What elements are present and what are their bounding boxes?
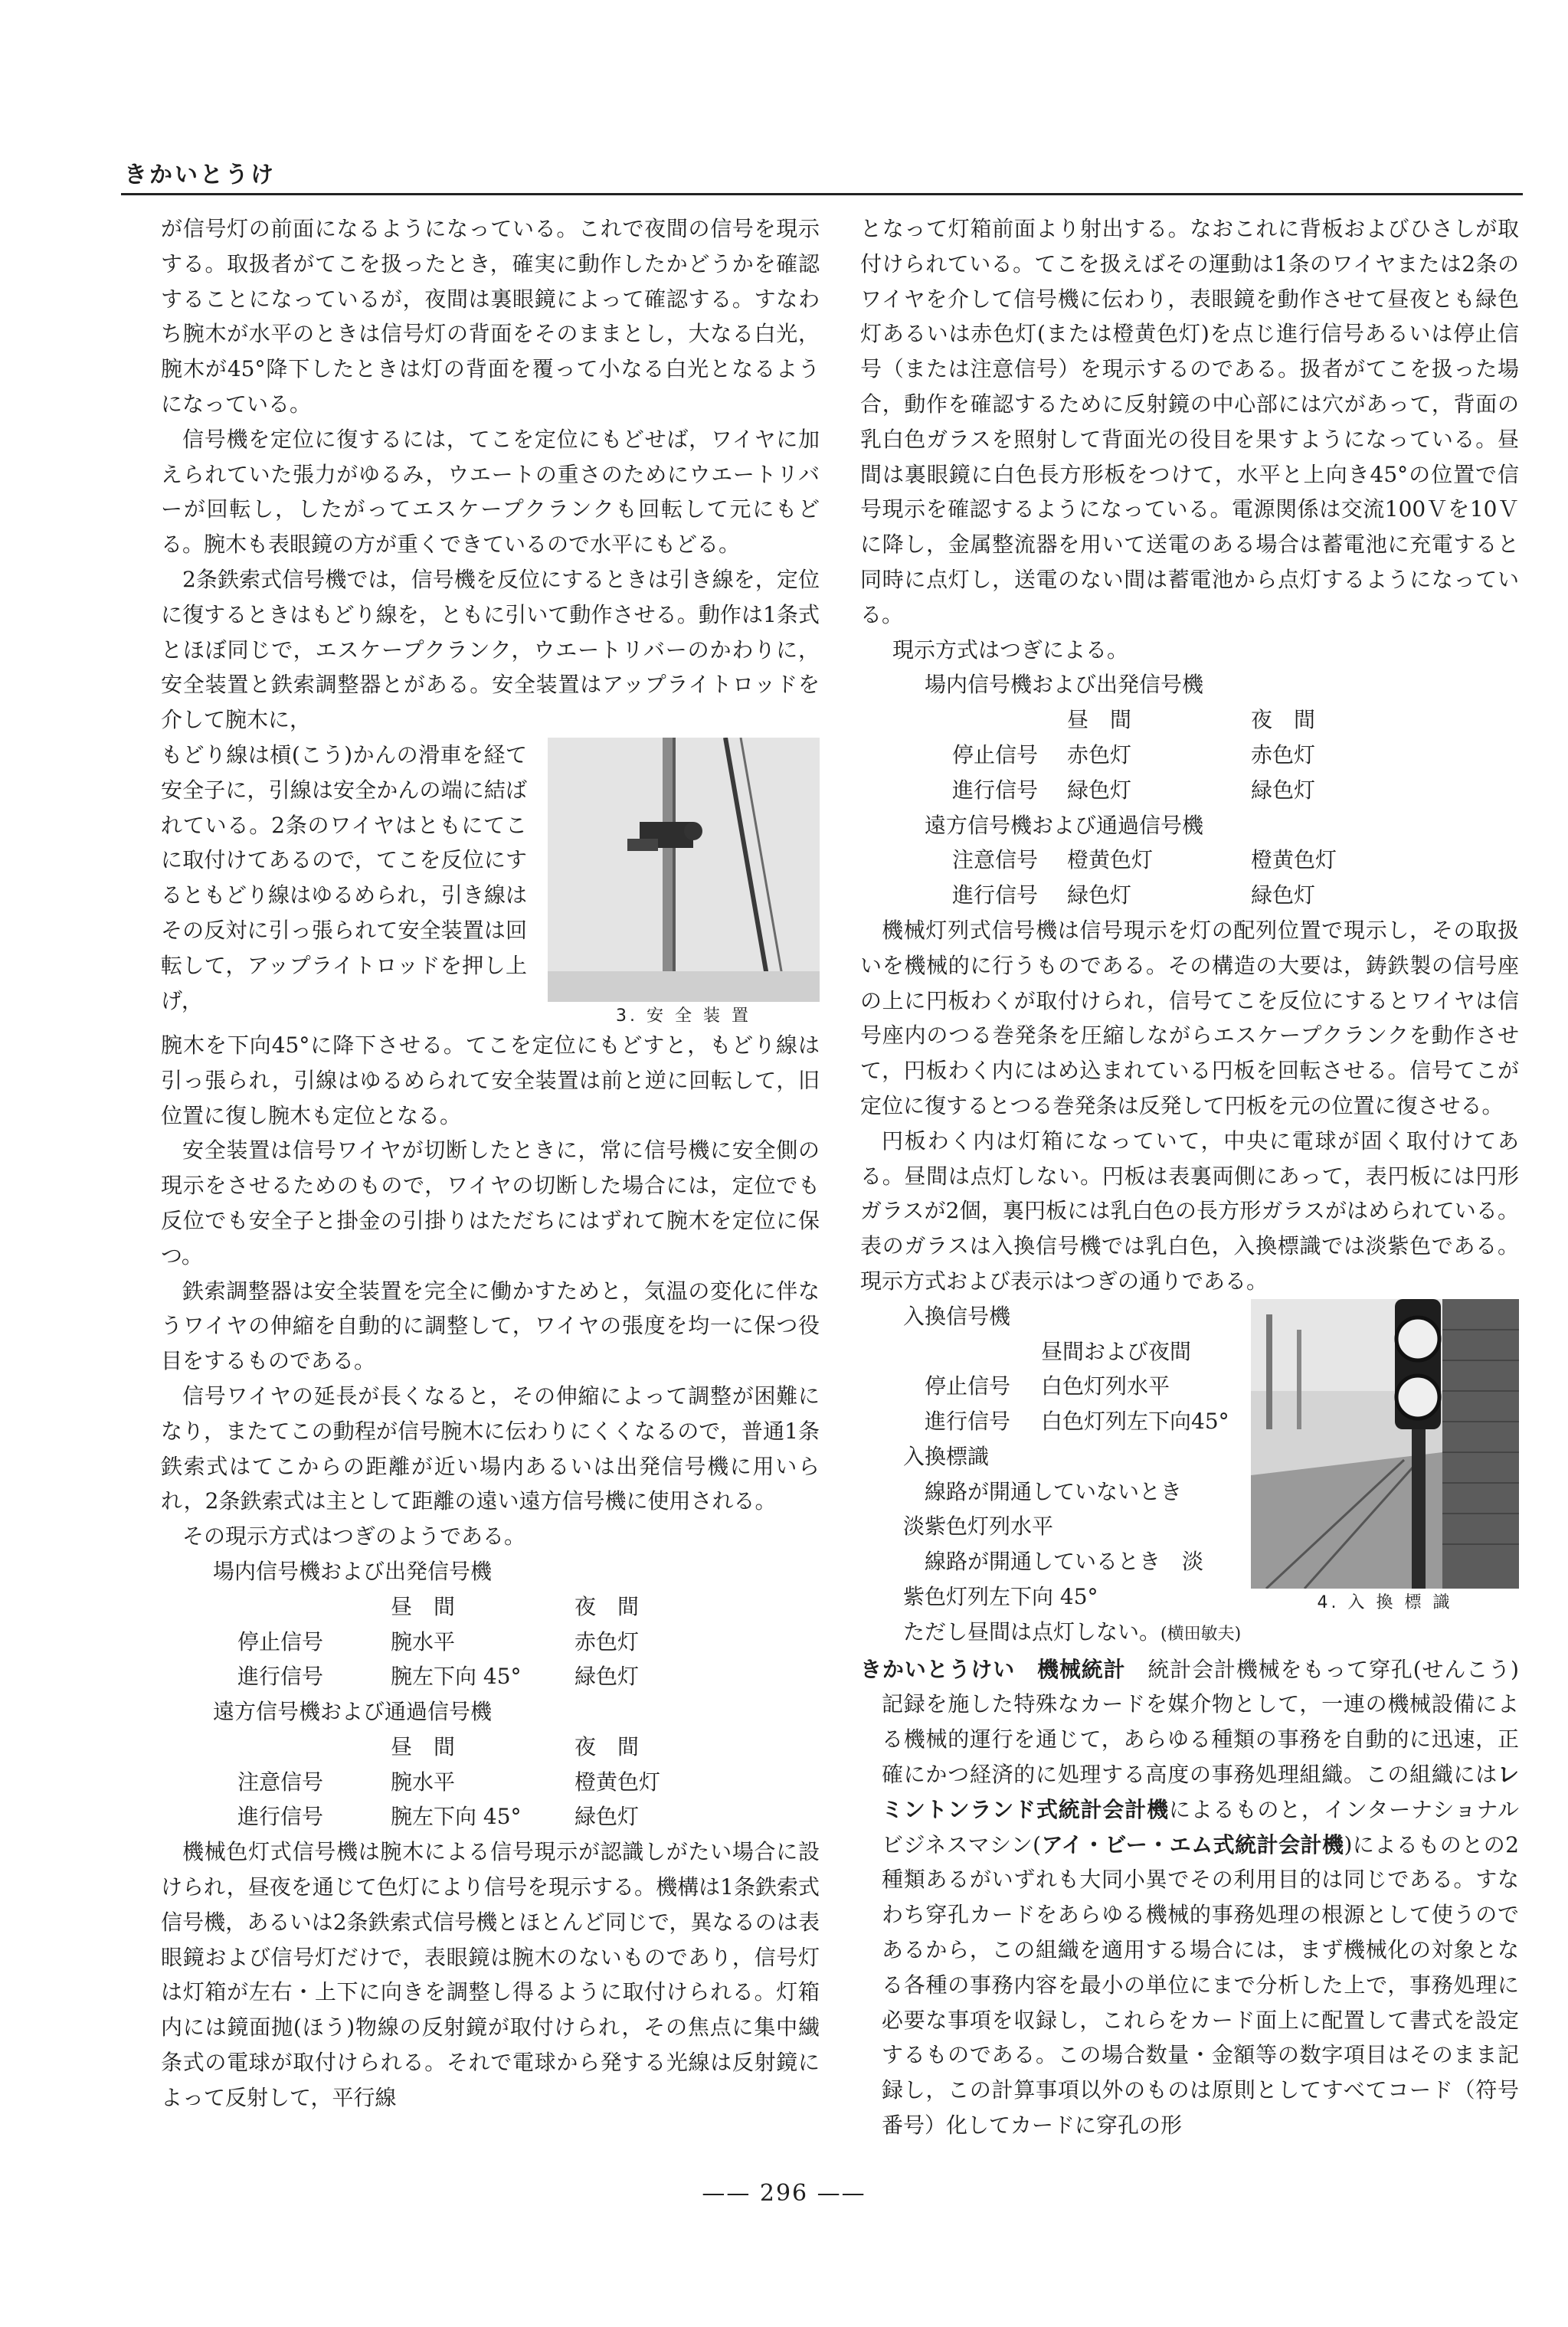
table-cell: 赤色灯 bbox=[1067, 741, 1132, 767]
figure-3-caption: 3. 安 全 装 置 bbox=[616, 1006, 751, 1026]
shunt-marker-value: 紫色灯列左下向 45° bbox=[903, 1584, 1098, 1610]
table-row-label: 注意信号 bbox=[237, 1769, 324, 1795]
table-row-label: 注意信号 bbox=[952, 847, 1039, 873]
shunt-row-label: 停止信号 bbox=[925, 1373, 1011, 1399]
shunt-row-value: 白色灯列左下向45° bbox=[1041, 1409, 1229, 1435]
table-col-night: 夜 間 bbox=[574, 1733, 640, 1759]
paragraph bbox=[860, 1615, 1519, 1652]
paragraph: となって灯箱前面より射出する。なおこれに背板およびひさしが取付けられている。てこを扱えばその運動は1条のワイヤまたは2条のワイヤを介して信号機に伝わり，表眼鏡を動作させて昼夜とも緑色灯あるいは赤色灯(または橙黄色灯)を点じ進行信号あるいは停止信号（または注意信号）を現示するのである。扱者がてこを扱った場合，動作を確認するために反射鏡の中心部には穴があって，背面の乳白色ガラスを照射して背面光の役目を果すようになっている。昼間は裏眼鏡に白色長方形板をつけて，水平と上向き45°の位置で信号現示を確認するようになっている。電源関係は交流100Ｖを10Ｖに降し，金属整流器を用いて送電のある場合は蓄電池に充電すると同時に点灯し，送電のない間は蓄電池から点灯するようになっている。 bbox=[860, 216, 1519, 627]
table-col-night: 夜 間 bbox=[574, 1593, 640, 1619]
table-cell: 緑色灯 bbox=[1067, 777, 1132, 803]
paragraph: 安全装置は信号ワイヤが切断したときに，常に信号機に安全側の現示をさせるためのもので，ワイヤの切断した場合には，定位でも反位でも安全子と掛金の引掛りはただちにはずれて腕木を定位に保つ。 bbox=[161, 1137, 820, 1268]
table-group-heading: 遠方信号機および通過信号機 bbox=[925, 812, 1204, 838]
table-cell: 腕水平 bbox=[391, 1628, 456, 1654]
figure-3 bbox=[548, 738, 820, 1028]
paragraph: 現示方式はつぎによる。 bbox=[892, 637, 1129, 663]
left-column bbox=[161, 211, 820, 2116]
table-cell: 緑色灯 bbox=[574, 1804, 640, 1830]
shunt-row-value: 白色灯列水平 bbox=[1041, 1373, 1170, 1399]
figure-3-wrap bbox=[161, 738, 820, 1028]
shunt-col-heading: 昼間および夜間 bbox=[1041, 1338, 1192, 1364]
paragraph: もどり線は槓(こう)かんの滑車を経て安全子に，引線は安全かんの端に結ばれている。2条のワイヤはともにてこに取付けてあるので，てこを反位にするともどり線はゆるめられ，引き線はその反対に引っ張られて安全装置は回転して，アップライトロッドを押し上げ， bbox=[161, 741, 527, 1013]
entry-bold-term: アイ・ビー・エム式統計会計機 bbox=[1041, 1831, 1344, 1857]
table-col-day: 昼 間 bbox=[391, 1733, 456, 1759]
entry-text: によるものと，インターナショナルビジネスマシン( bbox=[882, 1796, 1519, 1857]
entry-text: )によるものとの2種類あるがいずれも大同小異でその利用目的は同じである。すなわち穿孔カードをあらゆる機械的事務処理の根源として使うのであるから，この組織を適用する場合には，まず機械化の対象となる各種の事務内容を最小の単位にまで分析した上で，事務処理に必要な事項を収録し，これらをカード面上に配置して書式を設定するものである。この場合数量・金額等の数字項目はそのまま記録し，この計算事項以外のものは原則としてすべてコード（符号番号）化してカードに穿孔の形 bbox=[882, 1831, 1519, 2139]
table-row-label: 進行信号 bbox=[952, 777, 1039, 803]
shunt-marker-title: 入換標識 bbox=[903, 1443, 990, 1469]
table-col-day: 昼 間 bbox=[391, 1593, 456, 1619]
page-header-title: きかいとうけ bbox=[124, 162, 276, 188]
shunt-marker-line: 線路が開通していないとき bbox=[925, 1478, 1183, 1504]
table-row-label: 進行信号 bbox=[952, 882, 1039, 908]
paragraph: その現示方式はつぎのようである。 bbox=[182, 1524, 526, 1550]
shunt-marker-value: 淡紫色灯列水平 bbox=[903, 1514, 1054, 1540]
paragraph: 円板わく内は灯箱になっていて，中央に電球が固く取付けてある。昼間は点灯しない。円板は表裏両側にあって，表円板には円形ガラスが2個，裏円板には乳白色の長方形ガラスがはめられている。表のガラスは入換信号機では乳白色，入換標識では淡紫色である。現示方式および表示はつぎの通りである。 bbox=[860, 1127, 1519, 1294]
signal-aspect-table-right bbox=[925, 667, 1337, 913]
shunt-row bbox=[860, 1369, 1243, 1404]
page-number: —— 296 —— bbox=[702, 2180, 866, 2207]
right-column bbox=[860, 211, 1519, 2143]
paragraph: 2条鉄索式信号機では，信号機を反位にするときは引き線を，定位に復するときはもどり線を，ともに引いて動作させる。動作は1条式とほぼ同じで，エスケープクランク，ウエートリバーのかわりに，安全装置と鉄索調整器とがある。安全装置はアップライトロッドを介して腕木に， bbox=[161, 566, 820, 733]
table-group-heading: 場内信号機および出発信号機 bbox=[925, 672, 1204, 698]
table-group-heading: 遠方信号機および通過信号機 bbox=[213, 1699, 493, 1725]
safety-device-photo bbox=[548, 738, 820, 1002]
entry-heading-kanji: 機械統計 bbox=[1036, 1656, 1126, 1682]
paragraph: 信号機を定位に復するには，てこを定位にもどせば，ワイヤに加えられていた張力がゆるみ，ウエートの重さのためにウエートリバーが回転し，したがってエスケープクランクも回転して元にもどる。腕木も表眼鏡の方が重くできているので水平にもどる。 bbox=[161, 426, 820, 558]
table-cell: 赤色灯 bbox=[574, 1628, 640, 1654]
table-cell: 腕左下向 45° bbox=[391, 1664, 522, 1690]
signal-aspect-table-left bbox=[213, 1554, 660, 1834]
shunt-marker-line: 線路が開通しているとき 淡 bbox=[925, 1549, 1204, 1575]
table-cell: 橙黄色灯 bbox=[574, 1769, 661, 1795]
table-cell: 緑色灯 bbox=[1067, 882, 1132, 908]
figure-4 bbox=[1251, 1299, 1519, 1615]
paragraph-text: ただし昼間は点灯しない。 bbox=[903, 1618, 1161, 1645]
entry-text: 統計会計機械をもって穿孔(せんこう)記録を施した特殊なカードを媒介物として，一連の機械設備による機械的運行を通じて，あらゆる種類の事務を自動的に迅速，正確にかつ経済的に処理する高度の事務処理組織。この組織には bbox=[882, 1656, 1519, 1788]
paragraph: 機械色灯式信号機は腕木による信号現示が認識しがたい場合に設けられ，昼夜を通じて色灯により信号を現示する。機構は1条鉄索式信号機，あるいは2条鉄索式信号機とほとんど同じで，異なるのは表眼鏡および信号灯だけで，表眼鏡は腕木のないものであり，信号灯は灯箱が左右・上下に向きを調整し得るように取付けられる。灯箱内には鏡面抛(ほう)物線の反射鏡が取付けられ，その焦点に集中繊条式の電球が取付けられる。それで電球から発する光線は反射鏡によって反射して，平行線 bbox=[161, 1839, 820, 2110]
shunt-signal-block bbox=[860, 1299, 1243, 1615]
table-cell: 緑色灯 bbox=[574, 1664, 640, 1690]
paragraph: 腕木を下向45°に降下させる。てこを定位にもどすと，もどり線は引っ張られ，引線はゆるめられて安全装置は前と逆に回転して，旧位置に復し腕木も定位となる。 bbox=[161, 1032, 820, 1128]
entry-bold-term: レミントンランド式統計会計機 bbox=[882, 1762, 1519, 1822]
paragraph: が信号灯の前面になるようになっている。これで夜間の信号を現示する。取扱者がてこを扱ったとき，確実に動作したかどうかを確認することになっているが，夜間は裏眼鏡によって確認する。すなわち腕木が水平のときは信号灯の背面をそのままとし，大なる白光，腕木が45°降下したときは灯の背面を覆って小なる白光となるようになっている。 bbox=[161, 216, 820, 417]
table-row-label: 進行信号 bbox=[237, 1804, 324, 1830]
table-cell: 腕左下向 45° bbox=[391, 1804, 522, 1830]
entry-heading-kana: きかいとうけい bbox=[860, 1656, 1016, 1682]
table-cell: 橙黄色灯 bbox=[1067, 847, 1154, 873]
header-rule bbox=[121, 193, 1523, 195]
table-cell: 腕水平 bbox=[391, 1769, 456, 1795]
table-cell: 緑色灯 bbox=[1251, 777, 1316, 803]
paragraph: 鉄索調整器は安全装置を完全に働かすためと，気温の変化に伴なうワイヤの伸縮を自動的に調整して，ワイヤの張度を均一に保つ役目をするものである。 bbox=[161, 1278, 820, 1374]
paragraph: 機械灯列式信号機は信号現示を灯の配列位置で現示し，その取扱いを機械的に行うものである。その構造の大要は，鋳鉄製の信号座の上に円板わくが取付けられ，信号てこを反位にするとワイヤは信号座内のつる巻発条を圧縮しながらエスケープクランクを動作させて，円板わく内にはめ込まれている円板を回転させる。信号てこが定位に復するとつる巻発条は反発して円板を元の位置に復させる。 bbox=[860, 917, 1519, 1118]
table-row-label: 停止信号 bbox=[237, 1628, 324, 1654]
table-col-night: 夜 間 bbox=[1251, 707, 1316, 733]
figure-4-wrap bbox=[860, 1299, 1519, 1615]
table-cell: 橙黄色灯 bbox=[1251, 847, 1337, 873]
shunt-row-label: 進行信号 bbox=[925, 1409, 1011, 1435]
author-credit: (横田敏夫) bbox=[1160, 1624, 1242, 1644]
paragraph: 信号ワイヤの延長が長くなると，その伸縮によって調整が困難になり，またてこの動程が信号腕木に伝わりにくくなるので，普通1条鉄索式はてこからの距離が近い場内あるいは出発信号機に用いられ，2条鉄索式は主として距離の遠い遠方信号機に使用される。 bbox=[161, 1383, 820, 1514]
figure-4-caption: 4. 入 換 標 識 bbox=[1317, 1592, 1453, 1612]
table-row-label: 進行信号 bbox=[237, 1664, 324, 1690]
table-group-heading: 場内信号機および出発信号機 bbox=[213, 1558, 493, 1584]
table-cell: 赤色灯 bbox=[1251, 741, 1316, 767]
table-cell: 緑色灯 bbox=[1251, 882, 1316, 908]
table-col-day: 昼 間 bbox=[1067, 707, 1132, 733]
shunting-marker-photo bbox=[1251, 1299, 1519, 1589]
entry-paragraph bbox=[860, 1652, 1519, 2143]
shunt-title: 入換信号機 bbox=[903, 1303, 1011, 1329]
shunt-row bbox=[860, 1404, 1243, 1439]
table-row-label: 停止信号 bbox=[952, 741, 1039, 767]
